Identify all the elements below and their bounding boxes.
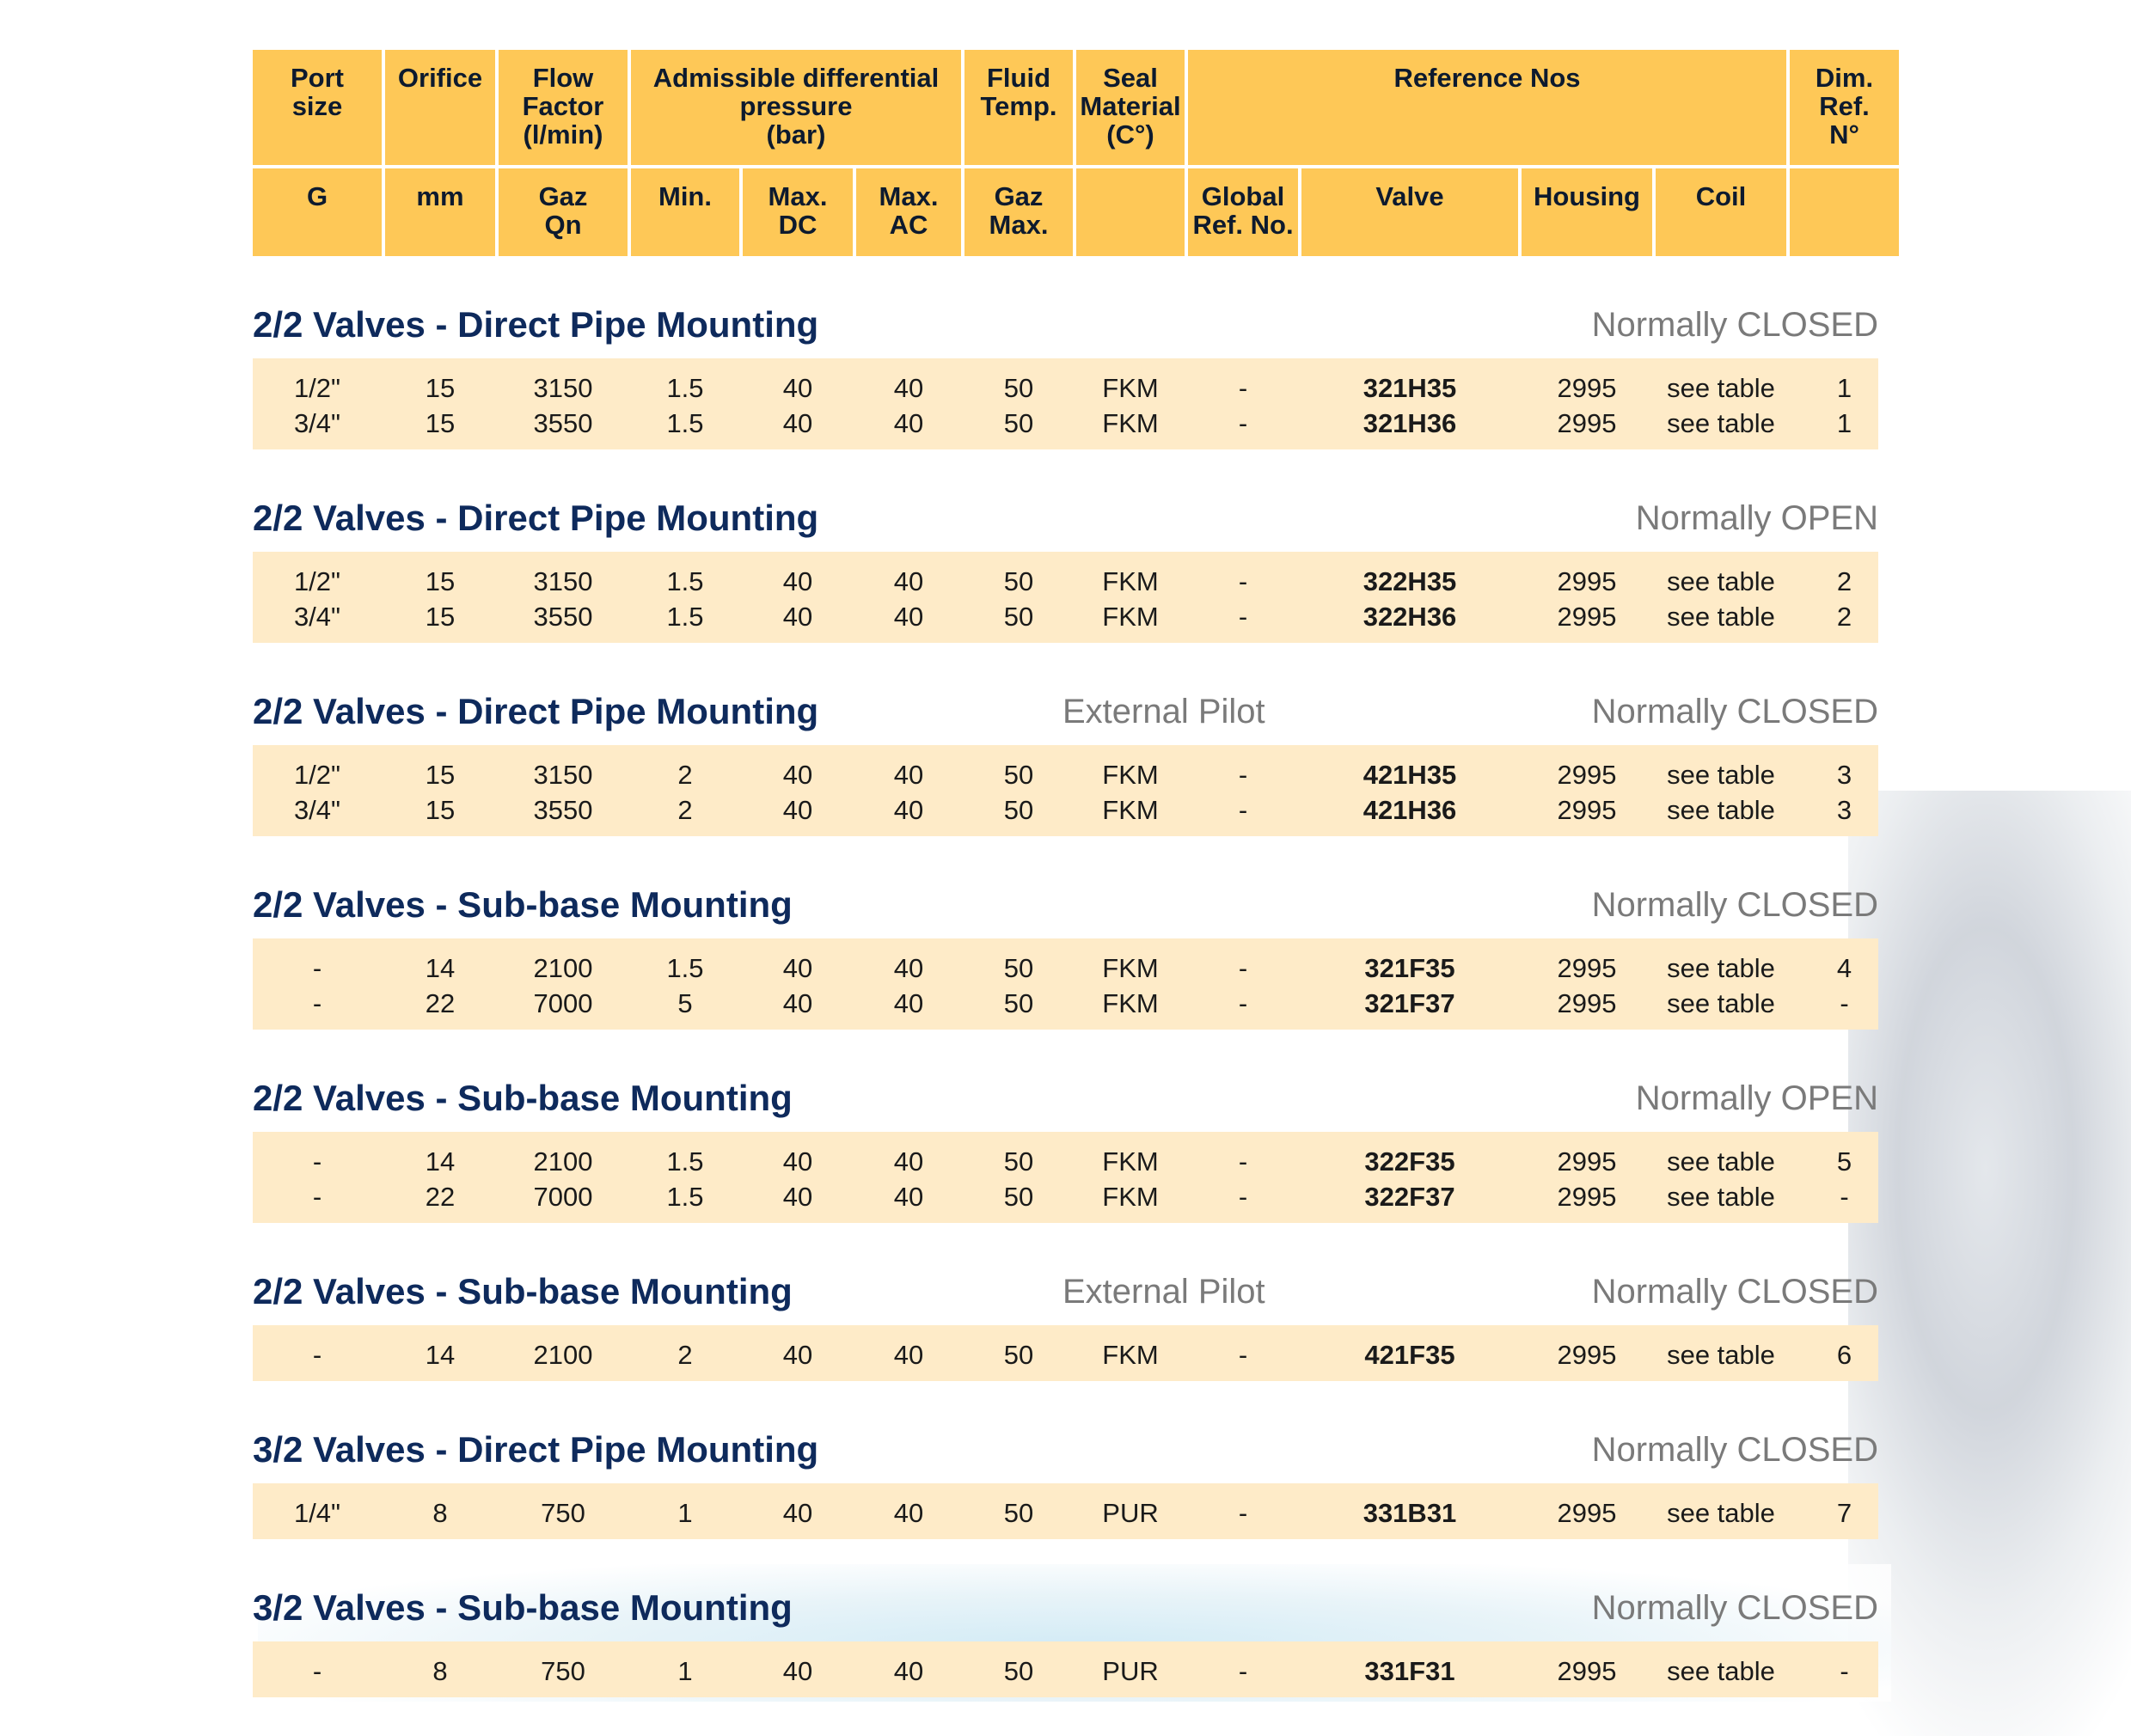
cell-port-size: 1/2" bbox=[293, 373, 341, 403]
cell-dim-ref: 3 bbox=[1836, 760, 1852, 790]
table-row bbox=[253, 1653, 1878, 1689]
cell-global-ref: - bbox=[1238, 1146, 1248, 1177]
cell-global-ref: - bbox=[1238, 1656, 1248, 1686]
section-rows bbox=[253, 1132, 1878, 1223]
cell-global-ref: - bbox=[1238, 1498, 1248, 1528]
cell-orifice: 22 bbox=[425, 988, 456, 1018]
cell-global-ref: - bbox=[1238, 988, 1248, 1018]
table-row bbox=[253, 564, 1878, 599]
cell-pressure-max-dc: 40 bbox=[782, 1146, 813, 1177]
cell-pressure-max-ac: 40 bbox=[893, 988, 924, 1018]
cell-valve-ref: 322F35 bbox=[1364, 1146, 1455, 1177]
cell-pressure-min: 1 bbox=[677, 1498, 693, 1528]
cell-fluid-temp: 50 bbox=[1003, 1182, 1034, 1212]
cell-global-ref: - bbox=[1238, 795, 1248, 825]
cell-pressure-min: 2 bbox=[677, 795, 693, 825]
header-seal-material: Seal Material (C°) bbox=[1076, 50, 1185, 165]
cell-pressure-max-ac: 40 bbox=[893, 408, 924, 438]
cell-dim-ref: 6 bbox=[1836, 1340, 1852, 1370]
cell-pressure-min: 1.5 bbox=[666, 566, 704, 596]
cell-fluid-temp: 50 bbox=[1003, 795, 1034, 825]
table-row bbox=[253, 986, 1878, 1021]
cell-pressure-min: 1 bbox=[677, 1656, 693, 1686]
cell-coil: see table bbox=[1667, 1340, 1775, 1370]
cell-flow-factor: 3150 bbox=[533, 566, 593, 596]
section-title-bar bbox=[253, 1270, 1878, 1313]
cell-pressure-min: 5 bbox=[677, 988, 693, 1018]
cell-global-ref: - bbox=[1238, 566, 1248, 596]
cell-seal-material: FKM bbox=[1102, 373, 1159, 403]
cell-pressure-max-dc: 40 bbox=[782, 373, 813, 403]
cell-housing: 2995 bbox=[1557, 1656, 1617, 1686]
cell-pressure-max-ac: 40 bbox=[893, 1182, 924, 1212]
section-rows bbox=[253, 938, 1878, 1030]
cell-pressure-min: 2 bbox=[677, 760, 693, 790]
cell-valve-ref: 321H35 bbox=[1362, 373, 1457, 403]
cell-valve-ref: 321F35 bbox=[1364, 953, 1455, 983]
cell-fluid-temp: 50 bbox=[1003, 760, 1034, 790]
cell-flow-factor: 3150 bbox=[533, 760, 593, 790]
table-row bbox=[253, 792, 1878, 828]
cell-valve-ref: 321H36 bbox=[1362, 408, 1457, 438]
cell-orifice: 15 bbox=[425, 408, 456, 438]
cell-valve-ref: 322F37 bbox=[1364, 1182, 1455, 1212]
cell-seal-material: FKM bbox=[1102, 602, 1159, 632]
cell-global-ref: - bbox=[1238, 953, 1248, 983]
section-mode: Normally CLOSED bbox=[1591, 1272, 1878, 1311]
cell-pressure-max-dc: 40 bbox=[782, 1498, 813, 1528]
table-row bbox=[253, 406, 1878, 441]
cell-coil: see table bbox=[1667, 1498, 1775, 1528]
section-rows bbox=[253, 358, 1878, 449]
section bbox=[253, 690, 1878, 836]
cell-pressure-max-ac: 40 bbox=[893, 795, 924, 825]
section-title-bar bbox=[253, 883, 1878, 926]
cell-flow-factor: 2100 bbox=[533, 1146, 593, 1177]
valve-spec-table bbox=[253, 50, 1878, 1697]
table-header-sub bbox=[253, 168, 1878, 256]
section-rows bbox=[253, 1483, 1878, 1539]
header-orifice: Orifice bbox=[385, 50, 495, 165]
cell-port-size: - bbox=[312, 1340, 322, 1370]
section-mode: Normally CLOSED bbox=[1591, 305, 1878, 344]
subheader-dim-blank bbox=[1790, 168, 1899, 256]
cell-seal-material: FKM bbox=[1102, 566, 1159, 596]
section bbox=[253, 1077, 1878, 1223]
section-title: 2/2 Valves - Direct Pipe Mounting bbox=[253, 498, 819, 538]
subheader-min: Min. bbox=[631, 168, 739, 256]
subheader-coil: Coil bbox=[1656, 168, 1786, 256]
section-title: 2/2 Valves - Sub-base Mounting bbox=[253, 1271, 793, 1311]
cell-seal-material: FKM bbox=[1102, 1340, 1159, 1370]
cell-pressure-max-ac: 40 bbox=[893, 1340, 924, 1370]
cell-dim-ref: 1 bbox=[1836, 373, 1852, 403]
cell-port-size: 3/4" bbox=[293, 408, 341, 438]
cell-flow-factor: 2100 bbox=[533, 1340, 593, 1370]
cell-dim-ref: 5 bbox=[1836, 1146, 1852, 1177]
cell-pressure-max-ac: 40 bbox=[893, 1498, 924, 1528]
cell-dim-ref: 4 bbox=[1836, 953, 1852, 983]
cell-seal-material: FKM bbox=[1102, 1182, 1159, 1212]
cell-orifice: 15 bbox=[425, 566, 456, 596]
cell-dim-ref: - bbox=[1840, 988, 1849, 1018]
section-mode: Normally CLOSED bbox=[1591, 692, 1878, 730]
section bbox=[253, 303, 1878, 449]
cell-housing: 2995 bbox=[1557, 795, 1617, 825]
cell-coil: see table bbox=[1667, 953, 1775, 983]
subheader-global-ref: Global Ref. No. bbox=[1188, 168, 1298, 256]
cell-fluid-temp: 50 bbox=[1003, 988, 1034, 1018]
cell-flow-factor: 3550 bbox=[533, 795, 593, 825]
section bbox=[253, 497, 1878, 643]
cell-housing: 2995 bbox=[1557, 566, 1617, 596]
section-title-bar bbox=[253, 303, 1878, 346]
subheader-max-dc: Max. DC bbox=[743, 168, 853, 256]
section-title-bar bbox=[253, 1586, 1878, 1629]
cell-pressure-min: 2 bbox=[677, 1340, 693, 1370]
cell-port-size: 3/4" bbox=[293, 602, 341, 632]
cell-housing: 2995 bbox=[1557, 602, 1617, 632]
cell-fluid-temp: 50 bbox=[1003, 1498, 1034, 1528]
cell-housing: 2995 bbox=[1557, 1498, 1617, 1528]
cell-flow-factor: 3150 bbox=[533, 373, 593, 403]
cell-seal-material: PUR bbox=[1102, 1498, 1159, 1528]
cell-pressure-max-dc: 40 bbox=[782, 988, 813, 1018]
cell-fluid-temp: 50 bbox=[1003, 1656, 1034, 1686]
cell-fluid-temp: 50 bbox=[1003, 373, 1034, 403]
subheader-g: G bbox=[253, 168, 382, 256]
cell-housing: 2995 bbox=[1557, 1340, 1617, 1370]
header-dim-ref: Dim. Ref. N° bbox=[1790, 50, 1899, 165]
cell-valve-ref: 421H35 bbox=[1362, 760, 1457, 790]
section-title: 2/2 Valves - Sub-base Mounting bbox=[253, 884, 793, 925]
cell-valve-ref: 421H36 bbox=[1362, 795, 1457, 825]
cell-seal-material: FKM bbox=[1102, 795, 1159, 825]
section-mode: Normally CLOSED bbox=[1591, 885, 1878, 924]
section-rows bbox=[253, 745, 1878, 836]
cell-housing: 2995 bbox=[1557, 988, 1617, 1018]
subheader-gaz-qn: Gaz Qn bbox=[499, 168, 628, 256]
cell-pressure-min: 1.5 bbox=[666, 1146, 704, 1177]
cell-valve-ref: 322H35 bbox=[1362, 566, 1457, 596]
cell-pressure-max-dc: 40 bbox=[782, 566, 813, 596]
subheader-seal-blank bbox=[1076, 168, 1185, 256]
header-flow-factor: Flow Factor (l/min) bbox=[499, 50, 628, 165]
subheader-housing: Housing bbox=[1522, 168, 1652, 256]
table-row bbox=[253, 951, 1878, 986]
cell-housing: 2995 bbox=[1557, 408, 1617, 438]
subheader-mm: mm bbox=[385, 168, 495, 256]
cell-orifice: 14 bbox=[425, 1146, 456, 1177]
cell-coil: see table bbox=[1667, 988, 1775, 1018]
section-mode: Normally CLOSED bbox=[1591, 1588, 1878, 1627]
cell-pressure-max-dc: 40 bbox=[782, 1340, 813, 1370]
cell-housing: 2995 bbox=[1557, 953, 1617, 983]
cell-valve-ref: 331F31 bbox=[1364, 1656, 1455, 1686]
cell-coil: see table bbox=[1667, 1146, 1775, 1177]
cell-pressure-max-ac: 40 bbox=[893, 953, 924, 983]
cell-orifice: 14 bbox=[425, 1340, 456, 1370]
header-pressure: Admissible differential pressure (bar) bbox=[631, 50, 961, 165]
cell-pressure-max-dc: 40 bbox=[782, 408, 813, 438]
cell-global-ref: - bbox=[1238, 1182, 1248, 1212]
cell-fluid-temp: 50 bbox=[1003, 408, 1034, 438]
section-pilot: External Pilot bbox=[1062, 1272, 1265, 1311]
cell-global-ref: - bbox=[1238, 1340, 1248, 1370]
subheader-max-ac: Max. AC bbox=[856, 168, 961, 256]
cell-global-ref: - bbox=[1238, 760, 1248, 790]
cell-coil: see table bbox=[1667, 1656, 1775, 1686]
cell-flow-factor: 3550 bbox=[533, 408, 593, 438]
cell-seal-material: FKM bbox=[1102, 988, 1159, 1018]
cell-valve-ref: 421F35 bbox=[1364, 1340, 1455, 1370]
cell-coil: see table bbox=[1667, 408, 1775, 438]
cell-pressure-max-ac: 40 bbox=[893, 566, 924, 596]
cell-flow-factor: 7000 bbox=[533, 1182, 593, 1212]
section bbox=[253, 1428, 1878, 1539]
cell-housing: 2995 bbox=[1557, 760, 1617, 790]
cell-dim-ref: 3 bbox=[1836, 795, 1852, 825]
cell-fluid-temp: 50 bbox=[1003, 1340, 1034, 1370]
section-title: 3/2 Valves - Sub-base Mounting bbox=[253, 1587, 793, 1628]
cell-port-size: - bbox=[312, 1146, 322, 1177]
cell-dim-ref: - bbox=[1840, 1182, 1849, 1212]
table-row bbox=[253, 1495, 1878, 1531]
section-rows bbox=[253, 1641, 1878, 1697]
table-row bbox=[253, 370, 1878, 406]
cell-seal-material: FKM bbox=[1102, 760, 1159, 790]
cell-seal-material: FKM bbox=[1102, 953, 1159, 983]
section-title: 3/2 Valves - Direct Pipe Mounting bbox=[253, 1429, 819, 1470]
cell-dim-ref: 2 bbox=[1836, 602, 1852, 632]
section-mode: Normally OPEN bbox=[1635, 1079, 1878, 1117]
cell-dim-ref: - bbox=[1840, 1656, 1849, 1686]
cell-coil: see table bbox=[1667, 760, 1775, 790]
cell-orifice: 15 bbox=[425, 602, 456, 632]
cell-coil: see table bbox=[1667, 602, 1775, 632]
cell-coil: see table bbox=[1667, 566, 1775, 596]
section-rows bbox=[253, 552, 1878, 643]
table-row bbox=[253, 1179, 1878, 1214]
cell-pressure-max-dc: 40 bbox=[782, 953, 813, 983]
cell-orifice: 15 bbox=[425, 373, 456, 403]
table-header-top bbox=[253, 50, 1878, 165]
cell-dim-ref: 7 bbox=[1836, 1498, 1852, 1528]
section-rows bbox=[253, 1325, 1878, 1381]
cell-pressure-min: 1.5 bbox=[666, 408, 704, 438]
cell-pressure-max-dc: 40 bbox=[782, 1656, 813, 1686]
cell-orifice: 14 bbox=[425, 953, 456, 983]
cell-pressure-max-ac: 40 bbox=[893, 1656, 924, 1686]
cell-housing: 2995 bbox=[1557, 1182, 1617, 1212]
cell-coil: see table bbox=[1667, 373, 1775, 403]
section-title: 2/2 Valves - Sub-base Mounting bbox=[253, 1078, 793, 1118]
cell-flow-factor: 2100 bbox=[533, 953, 593, 983]
cell-seal-material: PUR bbox=[1102, 1656, 1159, 1686]
cell-port-size: 1/2" bbox=[293, 566, 341, 596]
header-reference-nos: Reference Nos bbox=[1188, 50, 1786, 165]
cell-fluid-temp: 50 bbox=[1003, 602, 1034, 632]
cell-port-size: 1/4" bbox=[293, 1498, 341, 1528]
cell-port-size: 3/4" bbox=[293, 795, 341, 825]
cell-pressure-max-ac: 40 bbox=[893, 602, 924, 632]
cell-orifice: 15 bbox=[425, 795, 456, 825]
cell-pressure-max-dc: 40 bbox=[782, 760, 813, 790]
cell-valve-ref: 322H36 bbox=[1362, 602, 1457, 632]
cell-housing: 2995 bbox=[1557, 1146, 1617, 1177]
sections-container bbox=[253, 303, 1878, 1697]
cell-flow-factor: 750 bbox=[541, 1498, 585, 1528]
section-title-bar bbox=[253, 497, 1878, 540]
cell-pressure-max-dc: 40 bbox=[782, 1182, 813, 1212]
section-title-bar bbox=[253, 1428, 1878, 1471]
cell-port-size: 1/2" bbox=[293, 760, 341, 790]
cell-pressure-max-dc: 40 bbox=[782, 602, 813, 632]
cell-pressure-min: 1.5 bbox=[666, 953, 704, 983]
cell-global-ref: - bbox=[1238, 373, 1248, 403]
table-row bbox=[253, 1144, 1878, 1179]
cell-flow-factor: 750 bbox=[541, 1656, 585, 1686]
cell-port-size: - bbox=[312, 953, 322, 983]
section-title-bar bbox=[253, 1077, 1878, 1120]
cell-pressure-max-ac: 40 bbox=[893, 373, 924, 403]
cell-fluid-temp: 50 bbox=[1003, 566, 1034, 596]
cell-valve-ref: 331B31 bbox=[1362, 1498, 1457, 1528]
cell-pressure-min: 1.5 bbox=[666, 373, 704, 403]
cell-housing: 2995 bbox=[1557, 373, 1617, 403]
cell-orifice: 8 bbox=[432, 1656, 448, 1686]
section bbox=[253, 883, 1878, 1030]
section-title: 2/2 Valves - Direct Pipe Mounting bbox=[253, 691, 819, 731]
cell-pressure-min: 1.5 bbox=[666, 602, 704, 632]
cell-port-size: - bbox=[312, 1182, 322, 1212]
cell-pressure-max-dc: 40 bbox=[782, 795, 813, 825]
header-port-size: Port size bbox=[253, 50, 382, 165]
section-pilot: External Pilot bbox=[1062, 692, 1265, 730]
section-mode: Normally CLOSED bbox=[1591, 1430, 1878, 1469]
section-mode: Normally OPEN bbox=[1635, 498, 1878, 537]
cell-fluid-temp: 50 bbox=[1003, 953, 1034, 983]
cell-coil: see table bbox=[1667, 795, 1775, 825]
table-row bbox=[253, 1337, 1878, 1372]
cell-fluid-temp: 50 bbox=[1003, 1146, 1034, 1177]
header-fluid-temp: Fluid Temp. bbox=[964, 50, 1073, 165]
cell-orifice: 22 bbox=[425, 1182, 456, 1212]
subheader-valve: Valve bbox=[1301, 168, 1518, 256]
table-row bbox=[253, 599, 1878, 634]
cell-pressure-max-ac: 40 bbox=[893, 1146, 924, 1177]
table-row bbox=[253, 757, 1878, 792]
cell-dim-ref: 2 bbox=[1836, 566, 1852, 596]
cell-global-ref: - bbox=[1238, 408, 1248, 438]
cell-flow-factor: 3550 bbox=[533, 602, 593, 632]
cell-global-ref: - bbox=[1238, 602, 1248, 632]
section-title-bar bbox=[253, 690, 1878, 733]
cell-pressure-max-ac: 40 bbox=[893, 760, 924, 790]
section bbox=[253, 1586, 1878, 1697]
cell-flow-factor: 7000 bbox=[533, 988, 593, 1018]
cell-port-size: - bbox=[312, 1656, 322, 1686]
cell-dim-ref: 1 bbox=[1836, 408, 1852, 438]
cell-orifice: 8 bbox=[432, 1498, 448, 1528]
cell-valve-ref: 321F37 bbox=[1364, 988, 1455, 1018]
subheader-gaz-max: Gaz Max. bbox=[964, 168, 1073, 256]
cell-seal-material: FKM bbox=[1102, 408, 1159, 438]
cell-coil: see table bbox=[1667, 1182, 1775, 1212]
section-title: 2/2 Valves - Direct Pipe Mounting bbox=[253, 304, 819, 345]
section bbox=[253, 1270, 1878, 1381]
cell-orifice: 15 bbox=[425, 760, 456, 790]
cell-port-size: - bbox=[312, 988, 322, 1018]
cell-seal-material: FKM bbox=[1102, 1146, 1159, 1177]
cell-pressure-min: 1.5 bbox=[666, 1182, 704, 1212]
